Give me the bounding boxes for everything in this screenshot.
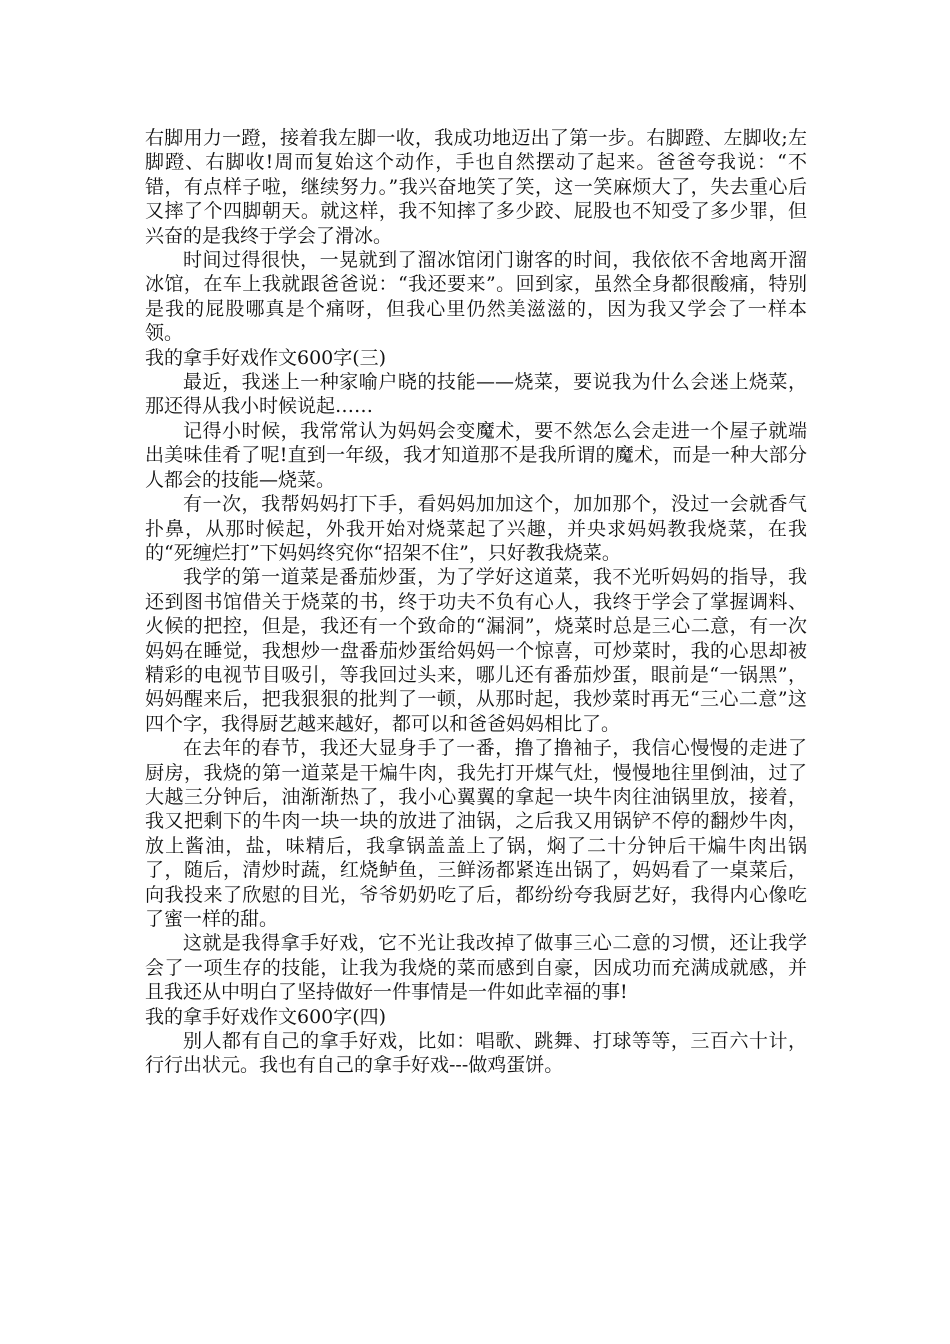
paragraph-childhood-magic: 记得小时候，我常常认为妈妈会变魔术，要不然怎么会走进一个屋子就端出美味佳肴了呢!直到一年级，我才知道那不是我所谓的魔术，而是一种大部分人都会的技能—烧菜。 <box>145 419 807 491</box>
paragraph-spring-festival: 在去年的春节，我还大显身手了一番，撸了撸袖子，我信心慢慢的走进了厨房，我烧的第一道菜是干煸牛肉，我先打开煤气灶，慢慢地往里倒油，过了大越三分钟后，油渐渐热了，我小心翼翼的拿起一块牛肉往油锅里放，接着，我又把剩下的牛肉一块一块的放进了油锅，之后我又用锅铲不停的翻炒牛肉，放上酱油，盐，味精后，我拿锅盖盖上了锅，焖了二十分钟后干煸牛肉出锅了，随后，清炒时蔬，红烧鲈鱼，三鲜汤都紧连出锅了，妈妈看了一桌菜后，向我投来了欣慰的目光，爷爷奶奶吃了后，都纷纷夸我厨艺好，我得内心像吃了蜜一样的甜。 <box>145 737 807 930</box>
paragraph-leaving-rink: 时间过得很快，一晃就到了溜冰馆闭门谢客的时间，我依依不舍地离开溜冰馆，在车上我就跟爸爸说：“我还要来”。回到家，虽然全身都很酸痛，特别是我的屁股哪真是个痛呀，但我心里仍然美滋滋的，因为我又学会了一样本领。 <box>145 249 807 345</box>
document-body <box>145 126 807 1078</box>
paragraph-egg-pancake: 别人都有自己的拿手好戏，比如：唱歌、跳舞、打球等等，三百六十计，行行出状元。我也有自己的拿手好戏---做鸡蛋饼。 <box>145 1030 807 1077</box>
section-heading-4: 我的拿手好戏作文600字(四) <box>145 1005 387 1028</box>
section-heading-3: 我的拿手好戏作文600字(三) <box>145 346 387 369</box>
paragraph-cooking-intro: 最近，我迷上一种家喻户晓的技能——烧菜，要说我为什么会迷上烧菜，那还得从我小时候说起…… <box>145 371 807 418</box>
paragraph-first-dish: 我学的第一道菜是番茄炒蛋，为了学好这道菜，我不光听妈妈的指导，我还到图书馆借关于烧菜的书，终于功夫不负有心人，我终于学会了掌握调料、火候的把控，但是，我还有一个致命的“漏洞”，烧菜时总是三心二意，有一次妈妈在睡觉，我想炒一盘番茄炒蛋给妈妈一个惊喜，可炒菜时，我的心思却被精彩的电视节目吸引，等我回过头来，哪儿还有番茄炒蛋，眼前是“一锅黑”，妈妈醒来后，把我狠狠的批判了一顿，从那时起，我炒菜时再无“三心二意”这四个字，我得厨艺越来越好，都可以和爸爸妈妈相比了。 <box>145 566 807 735</box>
paragraph-skating-end: 右脚用力一蹬，接着我左脚一收，我成功地迈出了第一步。右脚蹬、左脚收;左脚蹬、右脚收!周而复始这个动作，手也自然摆动了起来。爸爸夸我说：“不错，有点样子啦，继续努力。”我兴奋地笑了笑，这一笑麻烦大了，失去重心后又摔了个四脚朝天。就这样，我不知摔了多少跤、屁股也不知受了多少罪，但兴奋的是我终于学会了滑冰。 <box>145 127 807 247</box>
paragraph-conclusion: 这就是我得拿手好戏，它不光让我改掉了做事三心二意的习惯，还让我学会了一项生存的技能，让我为我烧的菜而感到自豪，因成功而充满成就感，并且我还从中明白了坚持做好一件事情是一件如此幸福的事! <box>145 932 807 1004</box>
paragraph-helping-mom: 有一次，我帮妈妈打下手，看妈妈加加这个，加加那个，没过一会就香气扑鼻，从那时候起，外我开始对烧菜起了兴趣，并央求妈妈教我烧菜，在我的“死缠烂打”下妈妈终究你“招架不住”，只好教我烧菜。 <box>145 493 807 564</box>
